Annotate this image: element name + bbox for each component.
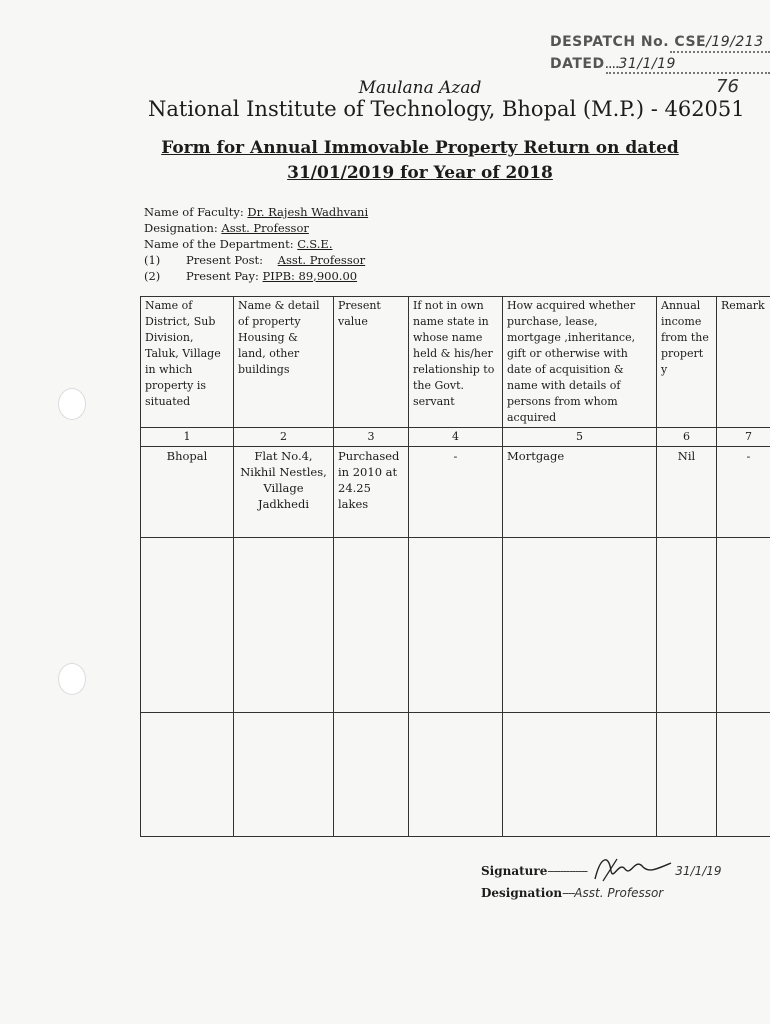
header-present-value: Present value (334, 297, 409, 428)
faculty-info (144, 204, 368, 284)
header-property-detail: Name & detail of property Housing & land, other buildings (234, 297, 334, 428)
column-number: 6 (657, 428, 717, 447)
empty-cell (717, 538, 770, 713)
department-value: C.S.E. (297, 237, 333, 251)
empty-cell (657, 538, 717, 713)
designation-value: Asst. Professor (221, 221, 309, 235)
cell-property-detail: Flat No.4, Nikhil Nestles, Village Jadkhedi (234, 447, 334, 538)
designation-row (144, 220, 368, 236)
empty-cell (409, 538, 503, 713)
faculty-label: Name of Faculty: (144, 205, 244, 219)
form-title-line2: 31/01/2019 for Year of 2018 (287, 163, 553, 183)
faculty-row (144, 204, 368, 220)
punch-hole-bottom (58, 663, 86, 695)
empty-row (141, 538, 770, 713)
signature-line: Signature------------- 31/1/19 (481, 851, 722, 885)
post-label: Present Post: (186, 253, 264, 267)
cell-remark: - (717, 447, 770, 538)
dated-value: 31/1/19 (618, 56, 676, 72)
signature-label: Signature (481, 864, 548, 878)
despatch-label: DESPATCH No. CSE (550, 34, 707, 50)
header-owner-relation: If not in own name state in whose name held & his/her relationship to the Govt. servant (409, 297, 503, 428)
empty-cell (234, 538, 334, 713)
institute-prefix: Maulana Azad (358, 78, 482, 98)
column-number: 3 (334, 428, 409, 447)
header-remark: Remark (717, 297, 770, 428)
post-value: Asst. Professor (277, 253, 366, 267)
despatch-dotted-line (670, 51, 770, 53)
designation-sign-label: Designation (481, 886, 563, 900)
empty-cell (503, 538, 657, 713)
header-how-acquired: How acquired whether purchase, lease, mortgage ,inheritance, gift or otherwise with date of acquisition & name with details of persons from whom acquired (503, 297, 657, 428)
empty-cell (503, 713, 657, 837)
designation-sign-line: Designation----Asst. Professor (481, 886, 664, 900)
form-title-line1: Form for Annual Immovable Property Return on dated (161, 138, 679, 158)
column-number: 7 (717, 428, 770, 447)
header-district: Name of District, Sub Division, Taluk, Village in which property is situated (141, 297, 234, 428)
property-table (140, 296, 770, 837)
column-number: 1 (141, 428, 234, 447)
designation-sign-value: Asst. Professor (574, 886, 664, 900)
pay-value: PIPB: 89,900.00 (262, 269, 358, 283)
empty-cell (334, 713, 409, 837)
column-number: 2 (234, 428, 334, 447)
empty-cell (141, 713, 234, 837)
designation-label: Designation: (144, 221, 218, 235)
column-number-row (141, 428, 770, 447)
post-row (144, 252, 368, 268)
page-number: 76 (716, 76, 739, 97)
cell-how-acquired: Mortgage (503, 447, 657, 538)
punch-hole-top (58, 388, 86, 420)
department-row (144, 236, 368, 252)
dated-label: DATED (550, 56, 605, 72)
column-number: 5 (503, 428, 657, 447)
empty-cell (409, 713, 503, 837)
column-number: 4 (409, 428, 503, 447)
empty-cell (717, 713, 770, 837)
cell-district: Bhopal (141, 447, 234, 538)
despatch-number: /19/213 (706, 34, 764, 50)
cell-present-value: Purchased in 2010 at 24.25 lakes (334, 447, 409, 538)
empty-cell (234, 713, 334, 837)
dated-dotted-line (606, 72, 770, 74)
dated-stamp: DATED....31/1/19 (550, 56, 676, 72)
table-header-row (141, 297, 770, 428)
faculty-name: Dr. Rajesh Wadhvani (247, 205, 369, 219)
pay-label: Present Pay: (186, 269, 259, 283)
header-annual-income: Annual income from the propert y (657, 297, 717, 428)
empty-cell (657, 713, 717, 837)
post-number: (1) (144, 253, 161, 267)
form-title (140, 136, 700, 186)
cell-annual-income: Nil (657, 447, 717, 538)
department-label: Name of the Department: (144, 237, 294, 251)
institute-name: National Institute of Technology, Bhopal (M.P.) - 462051 (148, 97, 745, 121)
cell-owner-relation: - (409, 447, 503, 538)
despatch-stamp (550, 34, 764, 50)
empty-cell (334, 538, 409, 713)
table-row (141, 447, 770, 538)
signature-date: 31/1/19 (675, 864, 722, 878)
pay-number: (2) (144, 269, 161, 283)
signature-scribble (591, 851, 675, 885)
empty-row (141, 713, 770, 837)
empty-cell (141, 538, 234, 713)
pay-row (144, 268, 368, 284)
